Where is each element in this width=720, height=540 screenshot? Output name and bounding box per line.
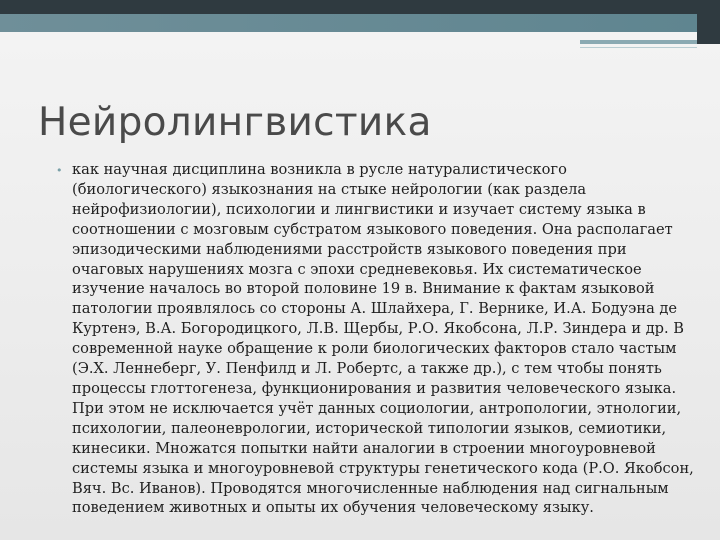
text-line: поведением животных и опыты их обучения человеческому языку. xyxy=(72,499,594,517)
body-text xyxy=(72,160,694,518)
text-line: как научная дисциплина возникла в русле натуралистического xyxy=(72,161,567,178)
text-line: нейрофизиологии), психологии и лингвистики и изучает систему языка в xyxy=(72,200,646,218)
text-line: изучение началось во второй половине 19 в. Внимание к фактам языковой xyxy=(72,280,655,298)
top-thin-accent-line-secondary xyxy=(580,47,697,48)
text-line: современной науке обращение к роли биологических факторов стало частым xyxy=(72,340,677,358)
text-line: При этом не исключается учёт данных социологии, антропологии, этнологии, xyxy=(72,399,682,417)
text-line: соотношении с мозговым субстратом языкового поведения. Она располагает xyxy=(72,220,673,238)
top-thin-accent-line xyxy=(580,40,697,44)
top-dark-band xyxy=(0,0,697,14)
text-line: Вяч. Вс. Иванов). Проводятся многочисленные наблюдения над сигнальным xyxy=(72,479,669,497)
slide-title: Нейролингвистика xyxy=(38,100,432,145)
text-line: системы языка и многоуровневой структуры генетического кода (Р.О. Якобсон, xyxy=(72,459,694,477)
text-line: патологии проявлялось со стороны А. Шлайхера, Г. Вернике, И.А. Бодуэна де xyxy=(72,300,678,318)
top-right-dark-block xyxy=(697,0,720,44)
text-line: процессы глоттогенеза, функционирования и развития человеческого языка. xyxy=(72,379,677,397)
text-line: эпизодическими наблюдениями расстройств языкового поведения при xyxy=(72,240,627,258)
text-line: (биологического) языкознания на стыке нейрологии (как раздела xyxy=(72,180,587,198)
top-teal-band xyxy=(0,14,697,32)
text-line: психологии, палеоневрологии, исторической типологии языков, семиотики, xyxy=(72,419,667,437)
text-line: очаговых нарушениях мозга с эпохи средневековья. Их систематическое xyxy=(72,260,642,278)
text-line: Куртенэ, В.А. Богородицкого, Л.В. Щербы, Р.О. Якобсона, Л.Р. Зиндера и др. В xyxy=(72,320,685,338)
text-line: (Э.Х. Леннеберг, У. Пенфилд и Л. Робертс, а также др.), с тем чтобы понять xyxy=(72,360,662,378)
bullet-marker: • xyxy=(56,164,63,177)
text-line: кинесики. Множатся попытки найти аналогии в строении многоуровневой xyxy=(72,439,656,457)
